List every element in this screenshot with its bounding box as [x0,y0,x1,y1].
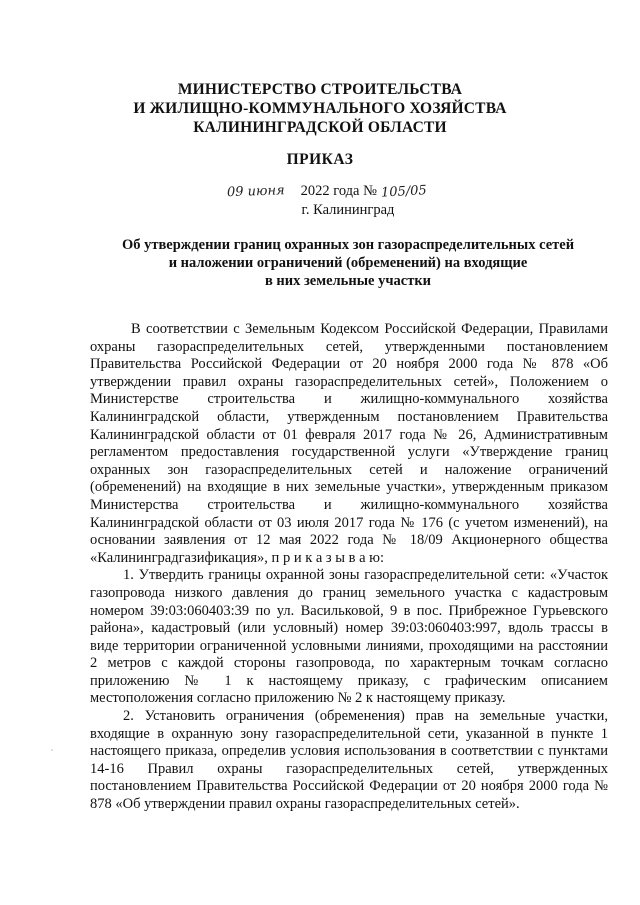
order-body [90,321,608,814]
subject-line-3: в них земельные участки [264,273,432,289]
subject-line-1: Об утверждении границ охранных зон газораспределительных сетей [121,237,575,253]
ministry-header [0,80,640,137]
order-year-text: 2022 года № [300,183,377,199]
order-item-2: 2. Установить ограничения (обременения) прав на земельные участки, входящие в охранную зону газораспределительной сети, указанной в пункте 1 настоящего приказа, определив условия использования в соответствии с пунктами 14-16 Правил охраны газораспределительных сетей, утвержденных постановлением Правительства Российской Федерации от 20 ноября 2000 года № 878 «Об утверждении правил охраны газораспределительных сетей». [90,708,608,813]
order-subject [0,236,640,290]
ministry-name-line-2: И ЖИЛИЩНО-КОММУНАЛЬНОГО ХОЗЯЙСТВА [133,100,507,117]
order-item-1: 1. Утвердить границы охранной зоны газораспределительной сети: «Участок газопровода низкого давления до границ земельного участка с кадастровым номером 39:03:060403:39 по ул. Васильковой, 9 в пос. Прибрежное Гурьевского района», кадастровый (или условный) номер 39:03:060403:997, вдоль трассы в виде территории ограниченной условными линиями, проходящими на расстоянии 2 метров с каждой стороны газопровода, по характерным точкам согласно приложению № 1 к настоящему приказу, с графическим описанием местоположения согласно приложению № 2 к настоящему приказу. [90,567,608,707]
subject-line-2: и наложении ограничений (обременений) на входящие [168,255,528,271]
preamble-paragraph: В соответствии с Земельным Кодексом Российской Федерации, Правилами охраны газораспределительных сетей, утвержденными постановлением Правительства Российской Федерации от 20 ноября 2000 года № 878 «Об утверждении правил охраны газораспределительных сетей», Положением о Министерстве строительства и жилищно-коммунального хозяйства Калининградской области, утвержденным постановлением Правительства Калининградской области от 01 февраля 2017 года № 26, Административным регламентом предоставления государственной услуги «Утверждение границ охранных зон газораспределительных сетей и наложение ограничений (обременений) на входящие в них земельные участки», утвержденным приказом Министерства строительства и жилищно-коммунального хозяйства Калининградской области от 03 июля 2017 года № 176 (с учетом изменений), на основании заявления от 12 мая 2022 года № 18/09 Акционерного общества «Калининградгазификация», п р и к а з ы в а ю: [90,321,608,566]
order-title: ПРИКАЗ [286,151,354,168]
ministry-name-line-3: КАЛИНИНГРАДСКОЙ ОБЛАСТИ [193,119,447,136]
handwritten-date: 09 июня [226,183,285,201]
order-city: г. Калининград [301,202,395,218]
ministry-name-line-1: МИНИСТЕРСТВО СТРОИТЕЛЬСТВА [177,81,463,98]
order-dateline [227,183,441,200]
handwritten-order-number: 105/05 [380,183,427,201]
scan-speck [50,748,54,752]
